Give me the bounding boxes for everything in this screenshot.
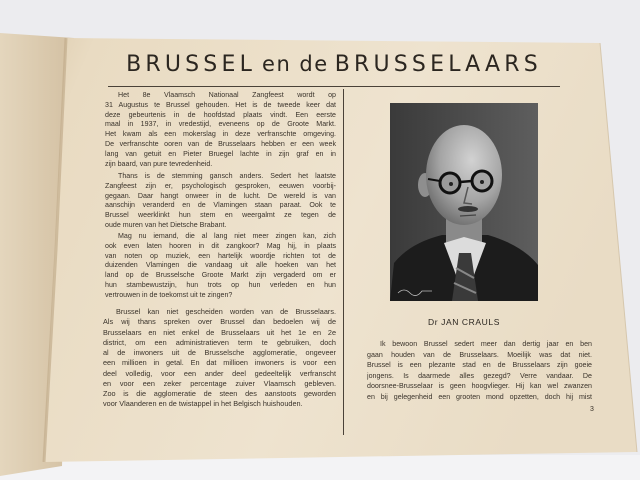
text-line: duizenden Vlamingen die vandaag uit alle hoeken van het <box>105 261 336 270</box>
text-line: maal in 1937, in vredestijd, eveneens op de Groote Markt. <box>105 120 336 129</box>
text-line: Zangfeest zijn er, psychologisch gesproken, eeuwen voorbij- <box>105 181 336 190</box>
text-line: Thans is de stemming gansch anders. Sedert het laatste <box>118 172 336 180</box>
text-line: Het 8e Vlaamsch Nationaal Zangfeest wordt op <box>118 91 336 99</box>
column-divider <box>343 89 344 435</box>
text-line: oude muren van het Dietsche Brabant. <box>105 220 227 229</box>
text-line: Zoo is die agglomeratie de steen des aanstoots geworden <box>103 389 336 398</box>
text-line: land op de Brusselsche Groote Markt zijn vergaderd om er <box>105 271 336 280</box>
left-paragraph-4 <box>103 307 336 410</box>
text-line: aanschijn veranderd en de Vlamingen staan paraat. Ook te <box>105 201 336 210</box>
text-line: Brussel kan niet gescheiden worden van de Brusselaars. <box>116 307 336 316</box>
text-line: van noten op muziek, een hartelijk woordje richten tot de <box>105 251 336 260</box>
text-line: De verfranschte ooren van de Brusselaars hebben er een week <box>105 139 336 148</box>
title-word-brussel: BRUSSEL <box>126 52 257 77</box>
left-paragraph-1 <box>105 91 336 169</box>
text-line: vertrouwen in de toekomst uit te zingen? <box>105 290 233 299</box>
text-line: Mag nu iemand, die al lang niet meer zingen kan, zich <box>118 232 336 240</box>
title-connector: en de <box>262 52 329 76</box>
text-line: Het kwam als een mokerslag in deze verfranschte omgeving. <box>105 130 336 139</box>
title-underline <box>108 86 560 87</box>
text-line: Als wij thans spreken over Brussel dan bedoelen wij de <box>103 317 336 327</box>
text-line: Ik bewoon Brussel sedert meer dan dertig jaar en ben <box>380 340 592 348</box>
text-line: een millioen in getal. En dat millioen inwoners is voor een <box>103 358 336 368</box>
text-line: gegaan. Daar hangt onweer in de lucht. De wereld is van <box>105 191 336 200</box>
text-line: lang van getuit en Pieter Bruegel lachte in zijn graf en in <box>105 149 336 158</box>
left-paragraph-2 <box>105 172 336 231</box>
text-line: hun stambewustzijn, hun trots op hun verleden en hun <box>105 280 336 289</box>
portrait-caption: Dr JAN CRAULS <box>427 317 501 327</box>
glasses-bridge <box>460 181 472 182</box>
page-number: 3 <box>590 406 594 413</box>
text-line: deze gebeurtenis in de hoofdstad plaats vindt. Een eerste <box>105 110 336 119</box>
moustache <box>458 206 478 212</box>
text-line: en bij gelegenheid een grooten mond opzetten, doch hij mist <box>367 392 592 401</box>
text-line: al de inwoners uit de Brusselsche agglomeratie, ongeveer <box>103 348 336 357</box>
portrait-photo <box>390 103 538 301</box>
right-paragraph-1 <box>367 339 592 403</box>
title-word-brusselaars: BRUSSELAARS <box>334 52 542 77</box>
left-paragraph-3 <box>105 232 336 301</box>
text-line: gaan houden van de Brusselaars. Moeilijk was dat niet. <box>367 350 592 359</box>
text-line: jongens. Is daarmede alles gezegd? Verre vandaar. De <box>367 371 592 380</box>
text-line: en voor een zeker percentage zuiver Vlaamsch gebleven. <box>103 378 336 388</box>
text-line: Brussel is een plezante stad en de Brusselaars zijn goeie <box>367 361 592 370</box>
text-line: Brussel weerklinkt hun stem en weergalmt ze tegen de <box>105 211 336 220</box>
text-line: district, om een administratieven term te gebruiken, doch <box>103 337 336 347</box>
text-line: Brusselaars en niet enkel de Brusselaars uit het 1e en 2e <box>103 327 336 337</box>
page-title <box>108 52 560 84</box>
text-line: voor Vlaanderen en de twistappel in het Belgisch huishouden. <box>103 399 303 409</box>
text-line: zijn baard, van pure tevredenheid. <box>105 159 213 168</box>
text-line: doorsnee-Brusselaar is geen hoogvlieger. Hij kan wel zwanzen <box>367 382 592 391</box>
text-line: ook even laten hooren in dit zangkoor? Mag hij, in plaats <box>105 241 336 250</box>
eye <box>480 180 484 184</box>
text-line: 31 Augustus te Brussel gehouden. Het is de tweede keer dat <box>105 100 336 109</box>
text-line: deel volledig, voor een ander deel gedeeltelijk verfranscht <box>103 368 336 378</box>
eye <box>449 182 453 186</box>
